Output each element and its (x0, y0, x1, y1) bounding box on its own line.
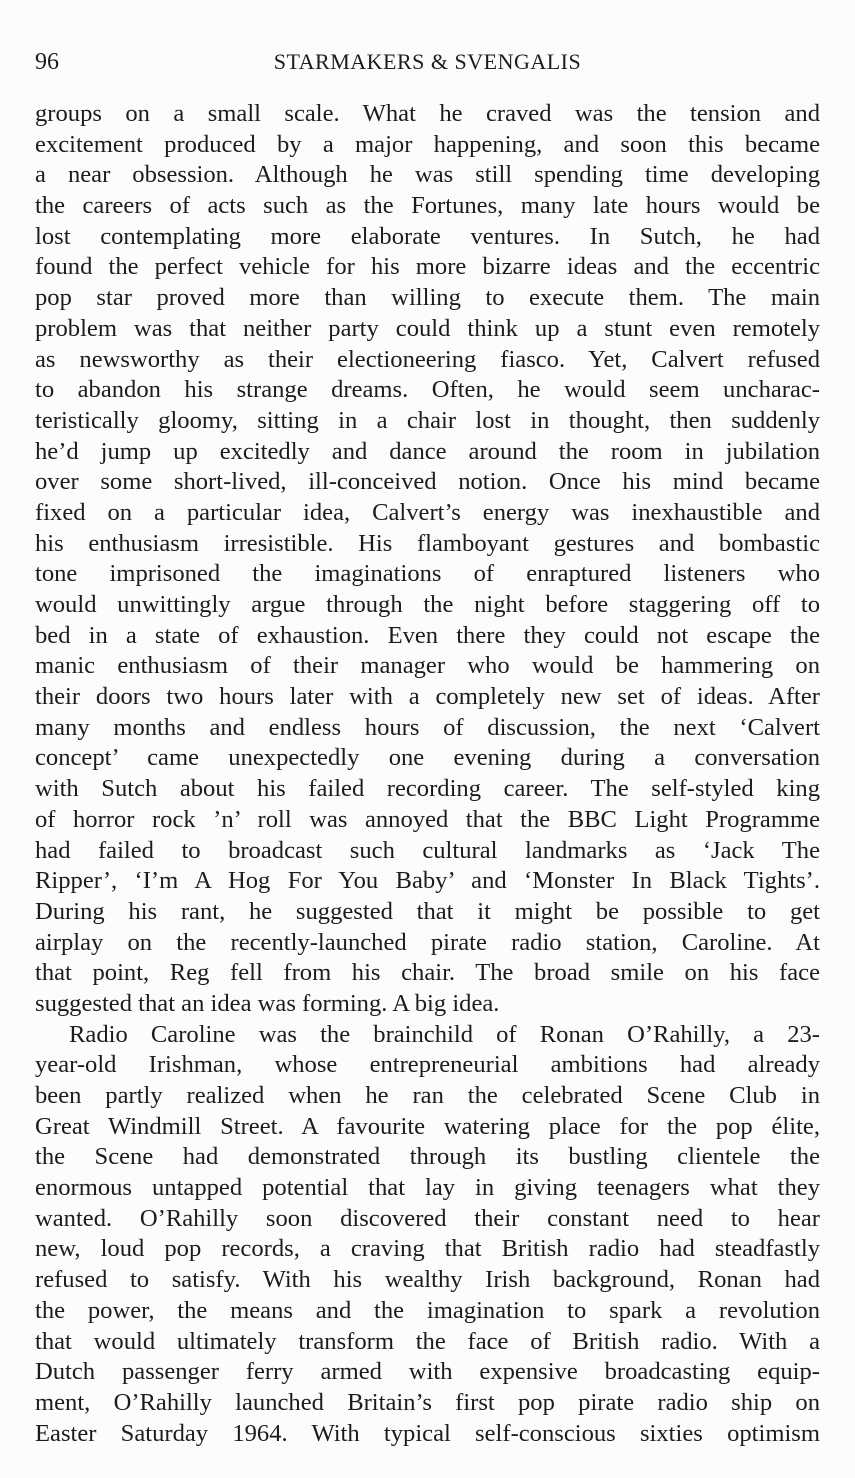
text-line: lost contemplating more elaborate ventures. In Sutch, he had (35, 222, 820, 250)
text-line: During his rant, he suggested that it might be possible to get (35, 897, 820, 925)
text-line: Ripper’, ‘I’m A Hog For You Baby’ and ‘Monster In Black Tights’. (35, 867, 820, 895)
text-line: the careers of acts such as the Fortunes, many late hours would be (35, 192, 820, 220)
text-line: suggested that an idea was forming. A big idea. (35, 989, 500, 1017)
text-line: that point, Reg fell from his chair. The broad smile on his face (35, 959, 820, 987)
text-line: year-old Irishman, whose entrepreneurial ambitions had already (35, 1051, 820, 1079)
body-text (35, 99, 820, 1449)
page-header (35, 46, 820, 78)
page-number: 96 (35, 49, 59, 75)
text-line: been partly realized when he ran the celebrated Scene Club in (35, 1082, 820, 1109)
text-line: problem was that neither party could think up a stunt even remotely (35, 314, 820, 342)
text-line: had failed to broadcast such cultural landmarks as ‘Jack The (35, 836, 820, 864)
text-line: the Scene had demonstrated through its bustling clientele the (35, 1143, 820, 1171)
text-line: his enthusiasm irresistible. His flamboyant gestures and bombastic (35, 529, 820, 557)
text-line: would unwittingly argue through the night before staggering off to (35, 591, 820, 618)
text-line: ment, O’Rahilly launched Britain’s first pop pirate radio ship on (35, 1388, 820, 1416)
text-line: a near obsession. Although he was still spending time developing (35, 161, 820, 189)
text-line: pop star proved more than willing to execute them. The main (35, 284, 820, 312)
text-line: groups on a small scale. What he craved was the tension and (35, 100, 820, 127)
text-line: fixed on a particular idea, Calvert’s energy was inexhaustible and (35, 498, 820, 526)
text-line: of horror rock ’n’ roll was annoyed that the BBC Light Programme (35, 805, 820, 833)
text-line: Great Windmill Street. A favourite watering place for the pop élite, (35, 1112, 820, 1140)
text-line: concept’ came unexpectedly one evening during a conversation (35, 744, 820, 772)
text-line: enormous untapped potential that lay in giving teenagers what they (35, 1174, 820, 1202)
text-line: airplay on the recently-launched pirate radio station, Caroline. At (35, 928, 820, 956)
text-line: Radio Caroline was the brainchild of Ronan O’Rahilly, a 23- (69, 1020, 820, 1048)
text-line: the power, the means and the imagination to spark a revolution (35, 1296, 820, 1324)
text-line: wanted. O’Rahilly soon discovered their constant need to hear (35, 1204, 820, 1232)
text-line: refused to satisfy. With his wealthy Irish background, Ronan had (35, 1266, 820, 1294)
text-line: as newsworthy as their electioneering fiasco. Yet, Calvert refused (35, 345, 820, 373)
text-line: found the perfect vehicle for his more bizarre ideas and the eccentric (35, 253, 820, 281)
text-line: new, loud pop records, a craving that British radio had steadfastly (35, 1235, 820, 1263)
text-line: over some short-lived, ill-conceived notion. Once his mind became (35, 468, 820, 496)
text-line: many months and endless hours of discussion, the next ‘Calvert (35, 713, 820, 741)
text-line: he’d jump up excitedly and dance around the room in jubilation (35, 437, 820, 465)
text-line: that would ultimately transform the face of British radio. With a (35, 1327, 820, 1355)
text-line: Dutch passenger ferry armed with expensive broadcasting equip- (35, 1358, 820, 1386)
text-line: with Sutch about his failed recording career. The self-styled king (35, 775, 820, 803)
text-line: their doors two hours later with a completely new set of ideas. After (35, 683, 820, 711)
text-line: bed in a state of exhaustion. Even there they could not escape the (35, 621, 820, 649)
text-line: Easter Saturday 1964. With typical self-conscious sixties optimism (35, 1419, 820, 1447)
text-line: tone imprisoned the imaginations of enraptured listeners who (35, 560, 820, 588)
text-line: excitement produced by a major happening, and soon this became (35, 130, 820, 158)
text-line: to abandon his strange dreams. Often, he would seem uncharac- (35, 376, 820, 404)
text-line: teristically gloomy, sitting in a chair lost in thought, then suddenly (35, 406, 820, 434)
text-line: manic enthusiasm of their manager who would be hammering on (35, 652, 820, 680)
running-title: STARMAKERS & SVENGALIS (273, 49, 582, 74)
